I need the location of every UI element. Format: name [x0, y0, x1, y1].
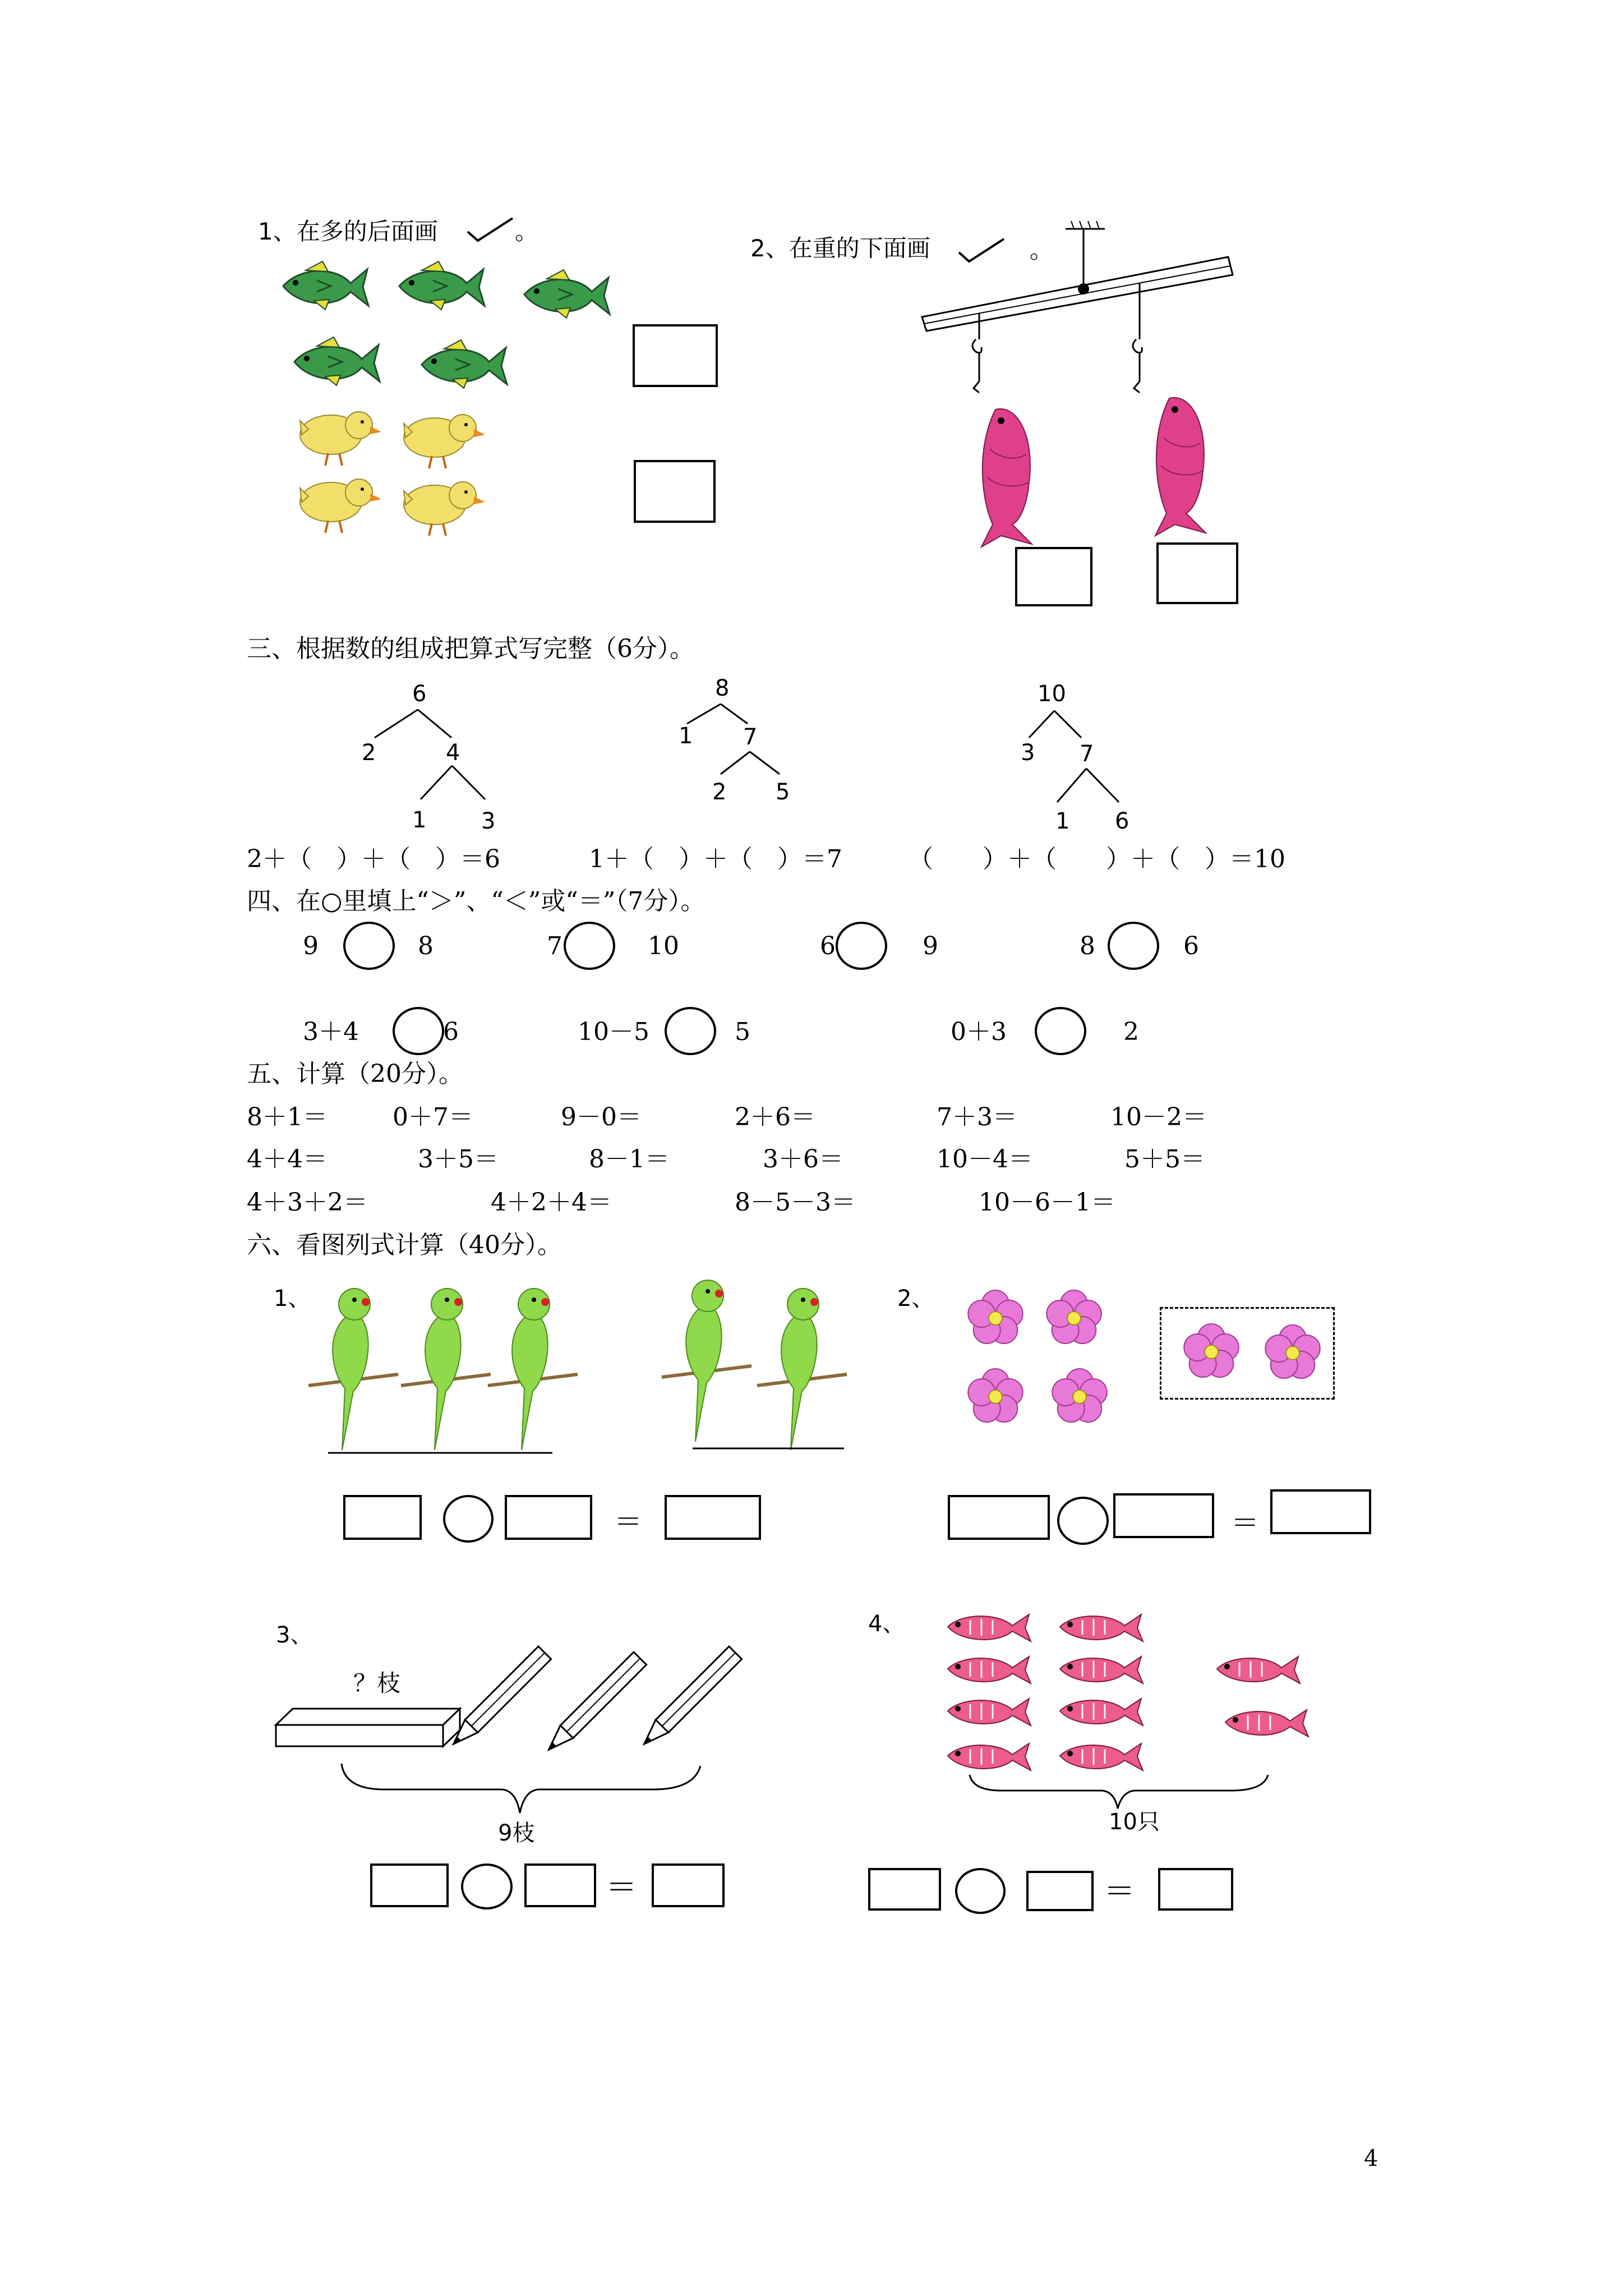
- section4-title: 四、在○里填上“＞”、“＜”或“＝”（7分）。: [247, 887, 706, 915]
- equals-sign: ＝: [1231, 1507, 1259, 1539]
- problem3-label: 3、: [276, 1622, 313, 1648]
- small-fish-icon: [1217, 1657, 1300, 1683]
- equals-sign: ＝: [606, 1870, 637, 1906]
- tree-number: 2: [362, 740, 376, 766]
- answer-box[interactable]: [1026, 1871, 1094, 1911]
- small-fish-icon: [1060, 1743, 1143, 1770]
- small-fish-icon: [1060, 1699, 1143, 1726]
- small-fish-icon: [1225, 1710, 1308, 1737]
- operator-circle[interactable]: [461, 1864, 513, 1910]
- calc-item: 8－1＝: [589, 1145, 670, 1174]
- calc-item: 10－2＝: [1110, 1103, 1207, 1131]
- tree-number: 6: [1115, 808, 1129, 834]
- total-label: 10只: [1109, 1809, 1160, 1835]
- equation-2: 1＋（ ）＋（ ）＝7: [589, 845, 842, 873]
- calc-item: 2＋6＝: [735, 1103, 815, 1131]
- calc-item: 8－5－3＝: [735, 1188, 856, 1217]
- compare-right: 8: [418, 932, 434, 960]
- compare-left: 3＋4: [303, 1018, 359, 1046]
- q1-period: 。: [515, 218, 539, 245]
- compare-right: 5: [735, 1018, 750, 1046]
- calc-item: 7＋3＝: [937, 1103, 1017, 1131]
- q1-label: 1、在多的后面画: [258, 218, 438, 245]
- tree-number: 7: [743, 724, 758, 750]
- calc-item: 8＋1＝: [247, 1103, 328, 1131]
- calc-item: 4＋3＋2＝: [247, 1188, 368, 1217]
- compare-right: 6: [1183, 932, 1199, 960]
- calc-item: 9－0＝: [561, 1103, 642, 1131]
- tree-number: 5: [776, 779, 790, 805]
- tree-number: 3: [481, 808, 496, 834]
- page-number: 4: [1364, 2146, 1378, 2171]
- problem2-label: 2、: [897, 1286, 934, 1312]
- calc-item: 10－4＝: [937, 1145, 1033, 1174]
- small-fish-icon: [1060, 1657, 1143, 1683]
- tree-number: 4: [446, 740, 460, 766]
- small-fish-icon: [1060, 1614, 1143, 1641]
- answer-box[interactable]: [652, 1864, 725, 1907]
- tree-number: 10: [1038, 681, 1066, 707]
- equation-3: （ ）＋（ ）＋（ ）＝10: [909, 845, 1285, 873]
- operator-circle[interactable]: [955, 1868, 1006, 1914]
- answer-box[interactable]: [1158, 1868, 1233, 1911]
- calc-item: 5＋5＝: [1124, 1145, 1205, 1174]
- calc-item: 4＋2＋4＝: [491, 1188, 612, 1217]
- equals-sign: ＝: [614, 1506, 642, 1538]
- compare-left: 10－5: [578, 1018, 649, 1046]
- compare-right: 2: [1123, 1018, 1139, 1046]
- calc-item: 4＋4＝: [247, 1145, 328, 1174]
- compare-left: 8: [1080, 932, 1095, 960]
- compare-left: 6: [820, 932, 836, 960]
- equation-1: 2＋（ ）＋（ ）＝6: [247, 845, 500, 873]
- compare-right: 10: [648, 932, 679, 960]
- problem4-label: 4、: [868, 1611, 905, 1637]
- compare-left: 0＋3: [951, 1018, 1007, 1046]
- answer-box[interactable]: [370, 1864, 449, 1907]
- tree-number: 1: [679, 723, 693, 749]
- compare-left: 7: [547, 932, 562, 960]
- tree-number: 3: [1021, 740, 1035, 766]
- tree-number: 6: [412, 681, 427, 707]
- small-fish-icon: [948, 1699, 1031, 1726]
- answer-box[interactable]: [868, 1868, 941, 1911]
- tree-number: 2: [712, 779, 727, 805]
- problem1-label: 1、: [274, 1286, 311, 1312]
- tree-number: 8: [715, 675, 730, 701]
- compare-right: 9: [923, 932, 938, 960]
- small-fish-icon: [948, 1614, 1031, 1641]
- calc-item: 3＋5＝: [418, 1145, 499, 1174]
- answer-box[interactable]: [524, 1864, 596, 1907]
- compare-right: 6: [443, 1018, 459, 1046]
- calc-item: 0＋7＝: [393, 1103, 473, 1131]
- section5-title: 五、计算（20分）。: [247, 1060, 463, 1088]
- tree-number: 7: [1080, 741, 1094, 767]
- tree-number: 1: [1055, 808, 1070, 834]
- calc-item: 10－6－1＝: [979, 1188, 1115, 1217]
- pencil-box-unknown: ？枝: [353, 1669, 401, 1697]
- calc-item: 3＋6＝: [763, 1145, 843, 1174]
- tree-number: 1: [412, 807, 427, 833]
- total-label: 9枝: [498, 1820, 535, 1846]
- section3-title: 三、根据数的组成把算式写完整（6分）。: [247, 634, 694, 663]
- compare-left: 9: [303, 932, 319, 960]
- small-fish-icon: [948, 1657, 1031, 1683]
- q2-label: 2、在重的下面画: [750, 234, 930, 262]
- small-fish-icon: [948, 1743, 1031, 1770]
- q2-period: 。: [1030, 236, 1054, 264]
- section6-title: 六、看图列式计算（40分）。: [247, 1231, 562, 1259]
- equals-sign: ＝: [1104, 1874, 1135, 1910]
